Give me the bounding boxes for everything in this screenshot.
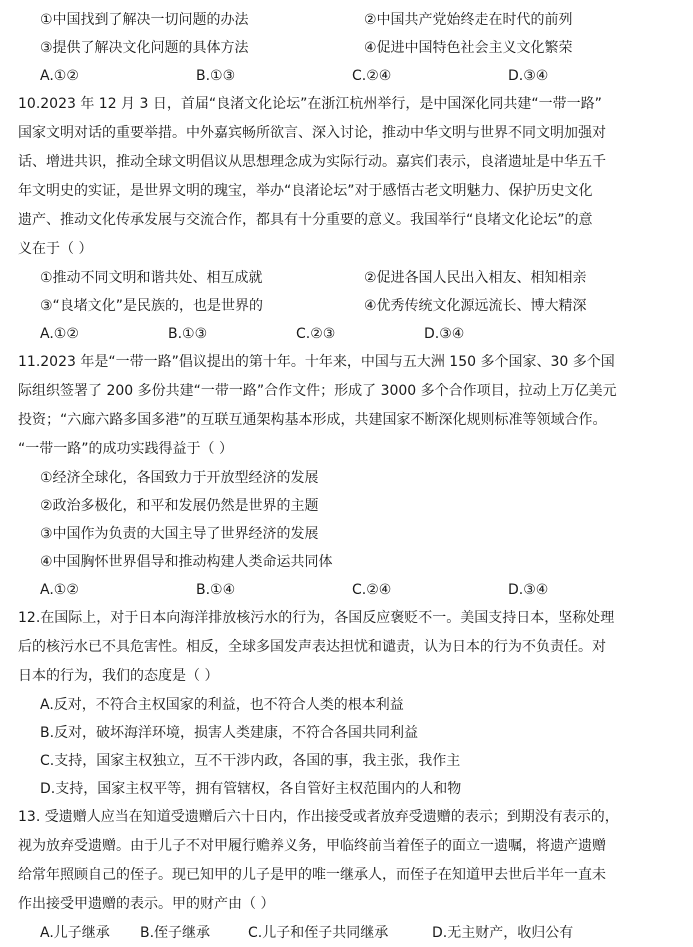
choice-b[interactable]: B.①③ [168,326,208,342]
choice-row [18,576,675,604]
choice-c[interactable]: C.②③ [296,326,336,342]
question-stem [18,90,675,264]
choice-b[interactable]: B.①③ [196,68,236,84]
choice-b[interactable]: B.①④ [196,582,236,598]
option-list [18,691,675,803]
question-stem [18,348,675,464]
stem-line: 给常年照顾自己的侄子。现已知甲的儿子是甲的唯一继承人，而侄子在知道甲去世后半年一直未 [18,867,606,883]
question-13 [18,803,675,947]
statement-4: ④优秀传统文化源远流长、博大精深 [364,298,587,314]
choice-a[interactable]: A.①② [40,68,79,84]
stem-line: “一带一路”的成功实践得益于（ ） [18,441,233,457]
statement-1: ①推动不同文明和谐共处、相互成就 [40,270,263,286]
choice-d[interactable]: D.无主财产，收归公有 [432,925,574,941]
question-stem [18,604,675,691]
statement-list [18,464,675,576]
choice-c[interactable]: C.儿子和侄子共同继承 [248,925,389,941]
statement-2: ②政治多极化，和平和发展仍然是世界的主题 [40,498,319,514]
choice-row [18,62,675,90]
statement-list [18,264,675,320]
statement-1: ①经济全球化，各国致力于开放型经济的发展 [40,470,319,486]
stem-line: 义在于（ ） [18,241,93,257]
question-11 [18,348,675,604]
choice-row [18,919,675,947]
choice-b[interactable]: B.侄子继承 [140,925,211,941]
statement-3: ③“良堵文化”是民族的，也是世界的 [40,298,264,314]
choice-c[interactable]: C.②④ [352,68,392,84]
statement-list [18,6,675,62]
stem-line: 12.在国际上，对于日本向海洋排放核污水的行为，各国反应褒贬不一。美国支持日本，坚称处理 [18,610,615,626]
stem-line: 13. 受遗赠人应当在知道受遗赠后六十日内，作出接受或者放弃受遗赠的表示；到期没有表示的， [18,809,619,825]
statement-3: ③中国作为负责的大国主导了世界经济的发展 [40,526,319,542]
choice-d[interactable]: D.③④ [508,68,549,84]
stem-line: 作出接受甲遗赠的表示。甲的财产由（ ） [18,896,275,912]
option-d[interactable]: D.支持，国家主权平等，拥有管辖权，各自管好主权范围内的人和物 [40,781,462,797]
choice-d[interactable]: D.③④ [424,326,465,342]
option-a[interactable]: A.反对，不符合主权国家的利益，也不符合人类的根本利益 [40,697,404,713]
option-b[interactable]: B.反对，破坏海洋环境，损害人类建康，不符合各国共同利益 [40,725,419,741]
choice-d[interactable]: D.③④ [508,582,549,598]
stem-line: 投资；“六廊六路多国多港”的互联互通架构基本形成，共建国家不断深化规则标准等领域合作。 [18,412,607,428]
choice-a[interactable]: A.①② [40,582,79,598]
statement-1: ①中国找到了解决一切问题的办法 [40,12,249,28]
stem-line: 年文明史的实证，是世界文明的瑰宝，举办“良渚论坛”对于感悟古老文明魅力、保护历史文化 [18,183,593,199]
stem-line: 11.2023 年是“一带一路”倡议提出的第十年。十年来，中国与五大洲 150 多个国家、30 多个国 [18,354,615,370]
choice-c[interactable]: C.②④ [352,582,392,598]
statement-4: ④促进中国特色社会主义文化繁荣 [364,40,573,56]
stem-line: 国家文明对话的重要举措。中外嘉宾畅所欲言、深入讨论，推动中华文明与世界不同文明加强对 [18,125,606,141]
question-12 [18,604,675,803]
stem-line: 话、增进共识，推动全球文明倡议从思想理念成为实际行动。嘉宾们表示，良渚遗址是中华五千 [18,154,606,170]
statement-2: ②中国共产党始终走在时代的前列 [364,12,573,28]
question-stem [18,803,675,919]
stem-line: 遗产、推动文化传承发展与交流合作，都具有十分重要的意义。我国举行“良堵文化论坛”的意 [18,212,593,228]
statement-4: ④中国胸怀世界倡导和推动构建人类命运共同体 [40,554,333,570]
statement-2: ②促进各国人民出入相友、相知相亲 [364,270,587,286]
choice-a[interactable]: A.①② [40,326,79,342]
choice-a[interactable]: A.儿子继承 [40,925,110,941]
question-9-tail [18,6,675,90]
question-10 [18,90,675,348]
stem-line: 10.2023 年 12 月 3 日，首届“良渚文化论坛”在浙江杭州举行，是中国深化同共建“一带一路” [18,96,602,112]
choice-row [18,320,675,348]
stem-line: 日本的行为，我们的态度是（ ） [18,668,219,684]
stem-line: 后的核污水已不具危害性。相反，全球多国发声表达担忧和谴责，认为日本的行为不负责任。对 [18,639,606,655]
statement-3: ③提供了解决文化问题的具体方法 [40,40,249,56]
stem-line: 视为放弃受遗赠。由于儿子不对甲履行赡养义务，甲临终前当着侄子的面立一遗嘱，将遗产遗赠 [18,838,606,854]
stem-line: 际组织签署了 200 多份共建“一带一路”合作文件；形成了 3000 多个合作项目，拉动上万亿美元 [18,383,617,399]
option-c[interactable]: C.支持，国家主权独立，互不干涉内政，各国的事，我主张，我作主 [40,753,461,769]
